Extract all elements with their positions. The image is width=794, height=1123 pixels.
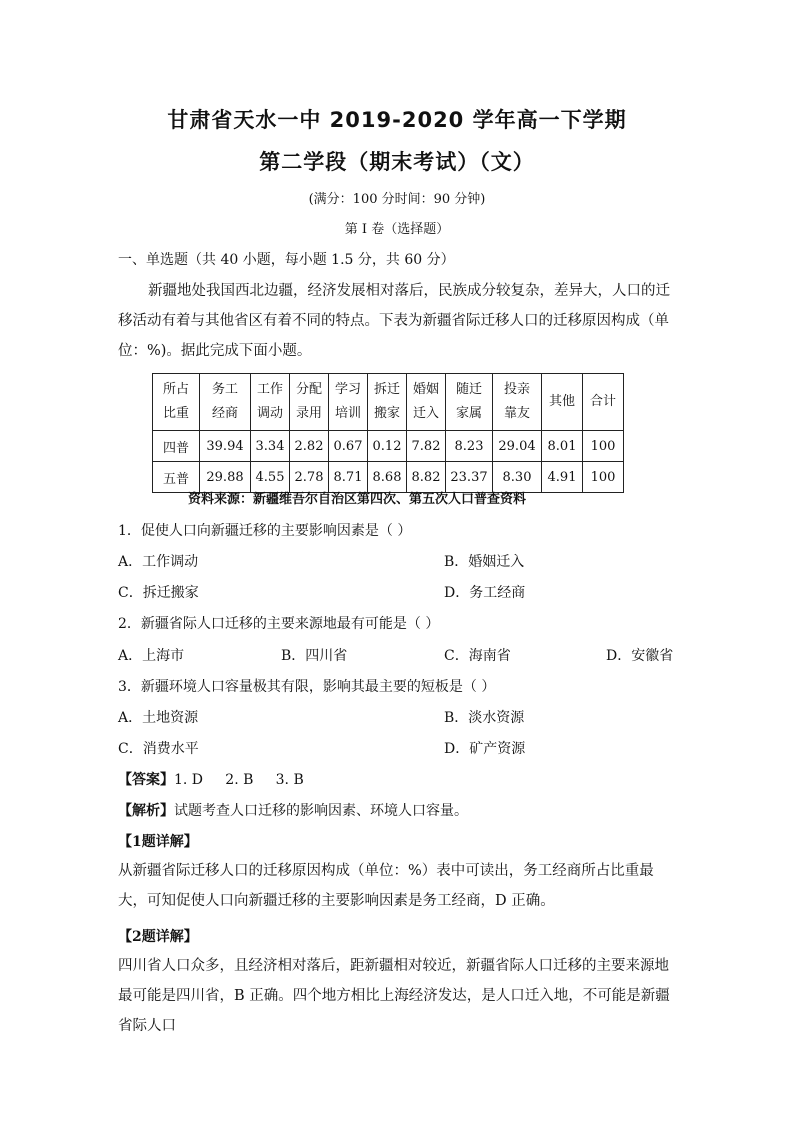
- answer-line: [118, 769, 304, 789]
- exam-meta: (满分：100 分时间：90 分钟): [308, 192, 486, 207]
- table-cell: 0.12: [368, 431, 407, 462]
- table-cell: 2.78: [290, 462, 329, 493]
- section-title: 第 I 卷（选择题）: [344, 222, 450, 237]
- analysis-text: 试题考查人口迁移的影响因素、环境人口容量。: [174, 803, 468, 819]
- answer-label: 【答案】: [118, 772, 174, 788]
- table-row: [153, 431, 624, 462]
- question-1-option-d[interactable]: D．务工经商: [444, 585, 526, 601]
- detail-1-text: 从新疆省际迁移人口的迁移原因构成（单位：%）表中可读出，务工经商所占比重最大，可知促使人口向新疆迁移的主要影响因素是务工经商，D 正确。: [118, 863, 654, 909]
- table-cell: 8.30: [493, 462, 542, 493]
- table-cell: 100: [583, 462, 624, 493]
- table-cell: 8.23: [446, 431, 493, 462]
- table-cell: 4.55: [251, 462, 290, 493]
- question-3-option-c[interactable]: C．消费水平: [118, 741, 199, 757]
- table-cell: 7.82: [407, 431, 446, 462]
- answer-text: 1. D 2. B 3. B: [174, 772, 304, 788]
- question-2-option-c[interactable]: C．海南省: [444, 648, 511, 664]
- question-1-option-b[interactable]: B．婚姻迁入: [444, 554, 525, 570]
- table-cell: 4.91: [542, 462, 583, 493]
- table-header-row: [153, 374, 624, 431]
- question-2-option-d[interactable]: D．安徽省: [606, 648, 674, 664]
- table-header-cell: 分配 录用: [290, 374, 329, 431]
- table-cell: 2.82: [290, 431, 329, 462]
- question-2-stem: 2．新疆省际人口迁移的主要来源地最有可能是（ ）: [118, 616, 440, 632]
- table-cell: 0.67: [329, 431, 368, 462]
- question-3-option-d[interactable]: D．矿产资源: [444, 741, 526, 757]
- analysis-label: 【解析】: [118, 803, 174, 819]
- table-cell: 29.88: [200, 462, 251, 493]
- table-cell: 3.34: [251, 431, 290, 462]
- question-1-option-a[interactable]: A．工作调动: [118, 554, 199, 570]
- table-cell: 23.37: [446, 462, 493, 493]
- table-cell: 五普: [153, 462, 200, 493]
- question-3-stem: 3．新疆环境人口容量极其有限，影响其最主要的短板是（ ）: [118, 679, 496, 695]
- intro-paragraph: 新疆地处我国西北边疆，经济发展相对落后，民族成分较复杂，差异大，人口的迁移活动有着与其他省区有着不同的特点。下表为新疆省际迁移人口的迁移原因构成（单位：%)。据此完成下面小题。: [118, 283, 670, 359]
- table-header-cell: 学习 培训: [329, 374, 368, 431]
- table-cell: 39.94: [200, 431, 251, 462]
- table-header-cell: 投亲 靠友: [493, 374, 542, 431]
- question-1-stem: 1．促使人口向新疆迁移的主要影响因素是（ ）: [118, 523, 412, 539]
- question-2-option-b[interactable]: B．四川省: [281, 648, 348, 664]
- table-cell: 100: [583, 431, 624, 462]
- table-cell: 8.68: [368, 462, 407, 493]
- table-header-cell: 随迁 家属: [446, 374, 493, 431]
- table-cell: 四普: [153, 431, 200, 462]
- question-2-option-a[interactable]: A．上海市: [118, 648, 185, 664]
- table-source-note: 资料来源：新疆维吾尔自治区第四次、第五次人口普查资料: [188, 492, 527, 507]
- table-header-cell: 所占 比重: [153, 374, 200, 431]
- table-header-cell: 其他: [542, 374, 583, 431]
- question-3-option-a[interactable]: A．土地资源: [118, 710, 199, 726]
- exam-title-line1: 甘肃省天水一中 2019-2020 学年高一下学期: [167, 108, 627, 132]
- question-1-option-c[interactable]: C．拆迁搬家: [118, 585, 199, 601]
- table-header-cell: 拆迁 搬家: [368, 374, 407, 431]
- table-header-cell: 合计: [583, 374, 624, 431]
- question-3-option-b[interactable]: B．淡水资源: [444, 710, 525, 726]
- table-cell: 8.71: [329, 462, 368, 493]
- table-cell: 29.04: [493, 431, 542, 462]
- table-cell: 8.82: [407, 462, 446, 493]
- exam-title-line2: 第二学段（期末考试）（文）: [259, 150, 535, 174]
- detail-1-label: 【1题详解】: [118, 834, 198, 850]
- migration-table: [152, 373, 624, 493]
- detail-2-text: 四川省人口众多，且经济相对落后，距新疆相对较近，新疆省际人口迁移的主要来源地最可能是四川省，B 正确。四个地方相比上海经济发达，是人口迁入地，不可能是新疆省际人口: [118, 958, 670, 1034]
- table-cell: 8.01: [542, 431, 583, 462]
- analysis-line: [118, 800, 468, 820]
- part-heading: 一、单选题（共 40 小题，每小题 1.5 分，共 60 分）: [118, 252, 455, 268]
- table-header-cell: 婚姻 迁入: [407, 374, 446, 431]
- detail-2-label: 【2题详解】: [118, 929, 198, 945]
- table-header-cell: 务工 经商: [200, 374, 251, 431]
- table-header-cell: 工作 调动: [251, 374, 290, 431]
